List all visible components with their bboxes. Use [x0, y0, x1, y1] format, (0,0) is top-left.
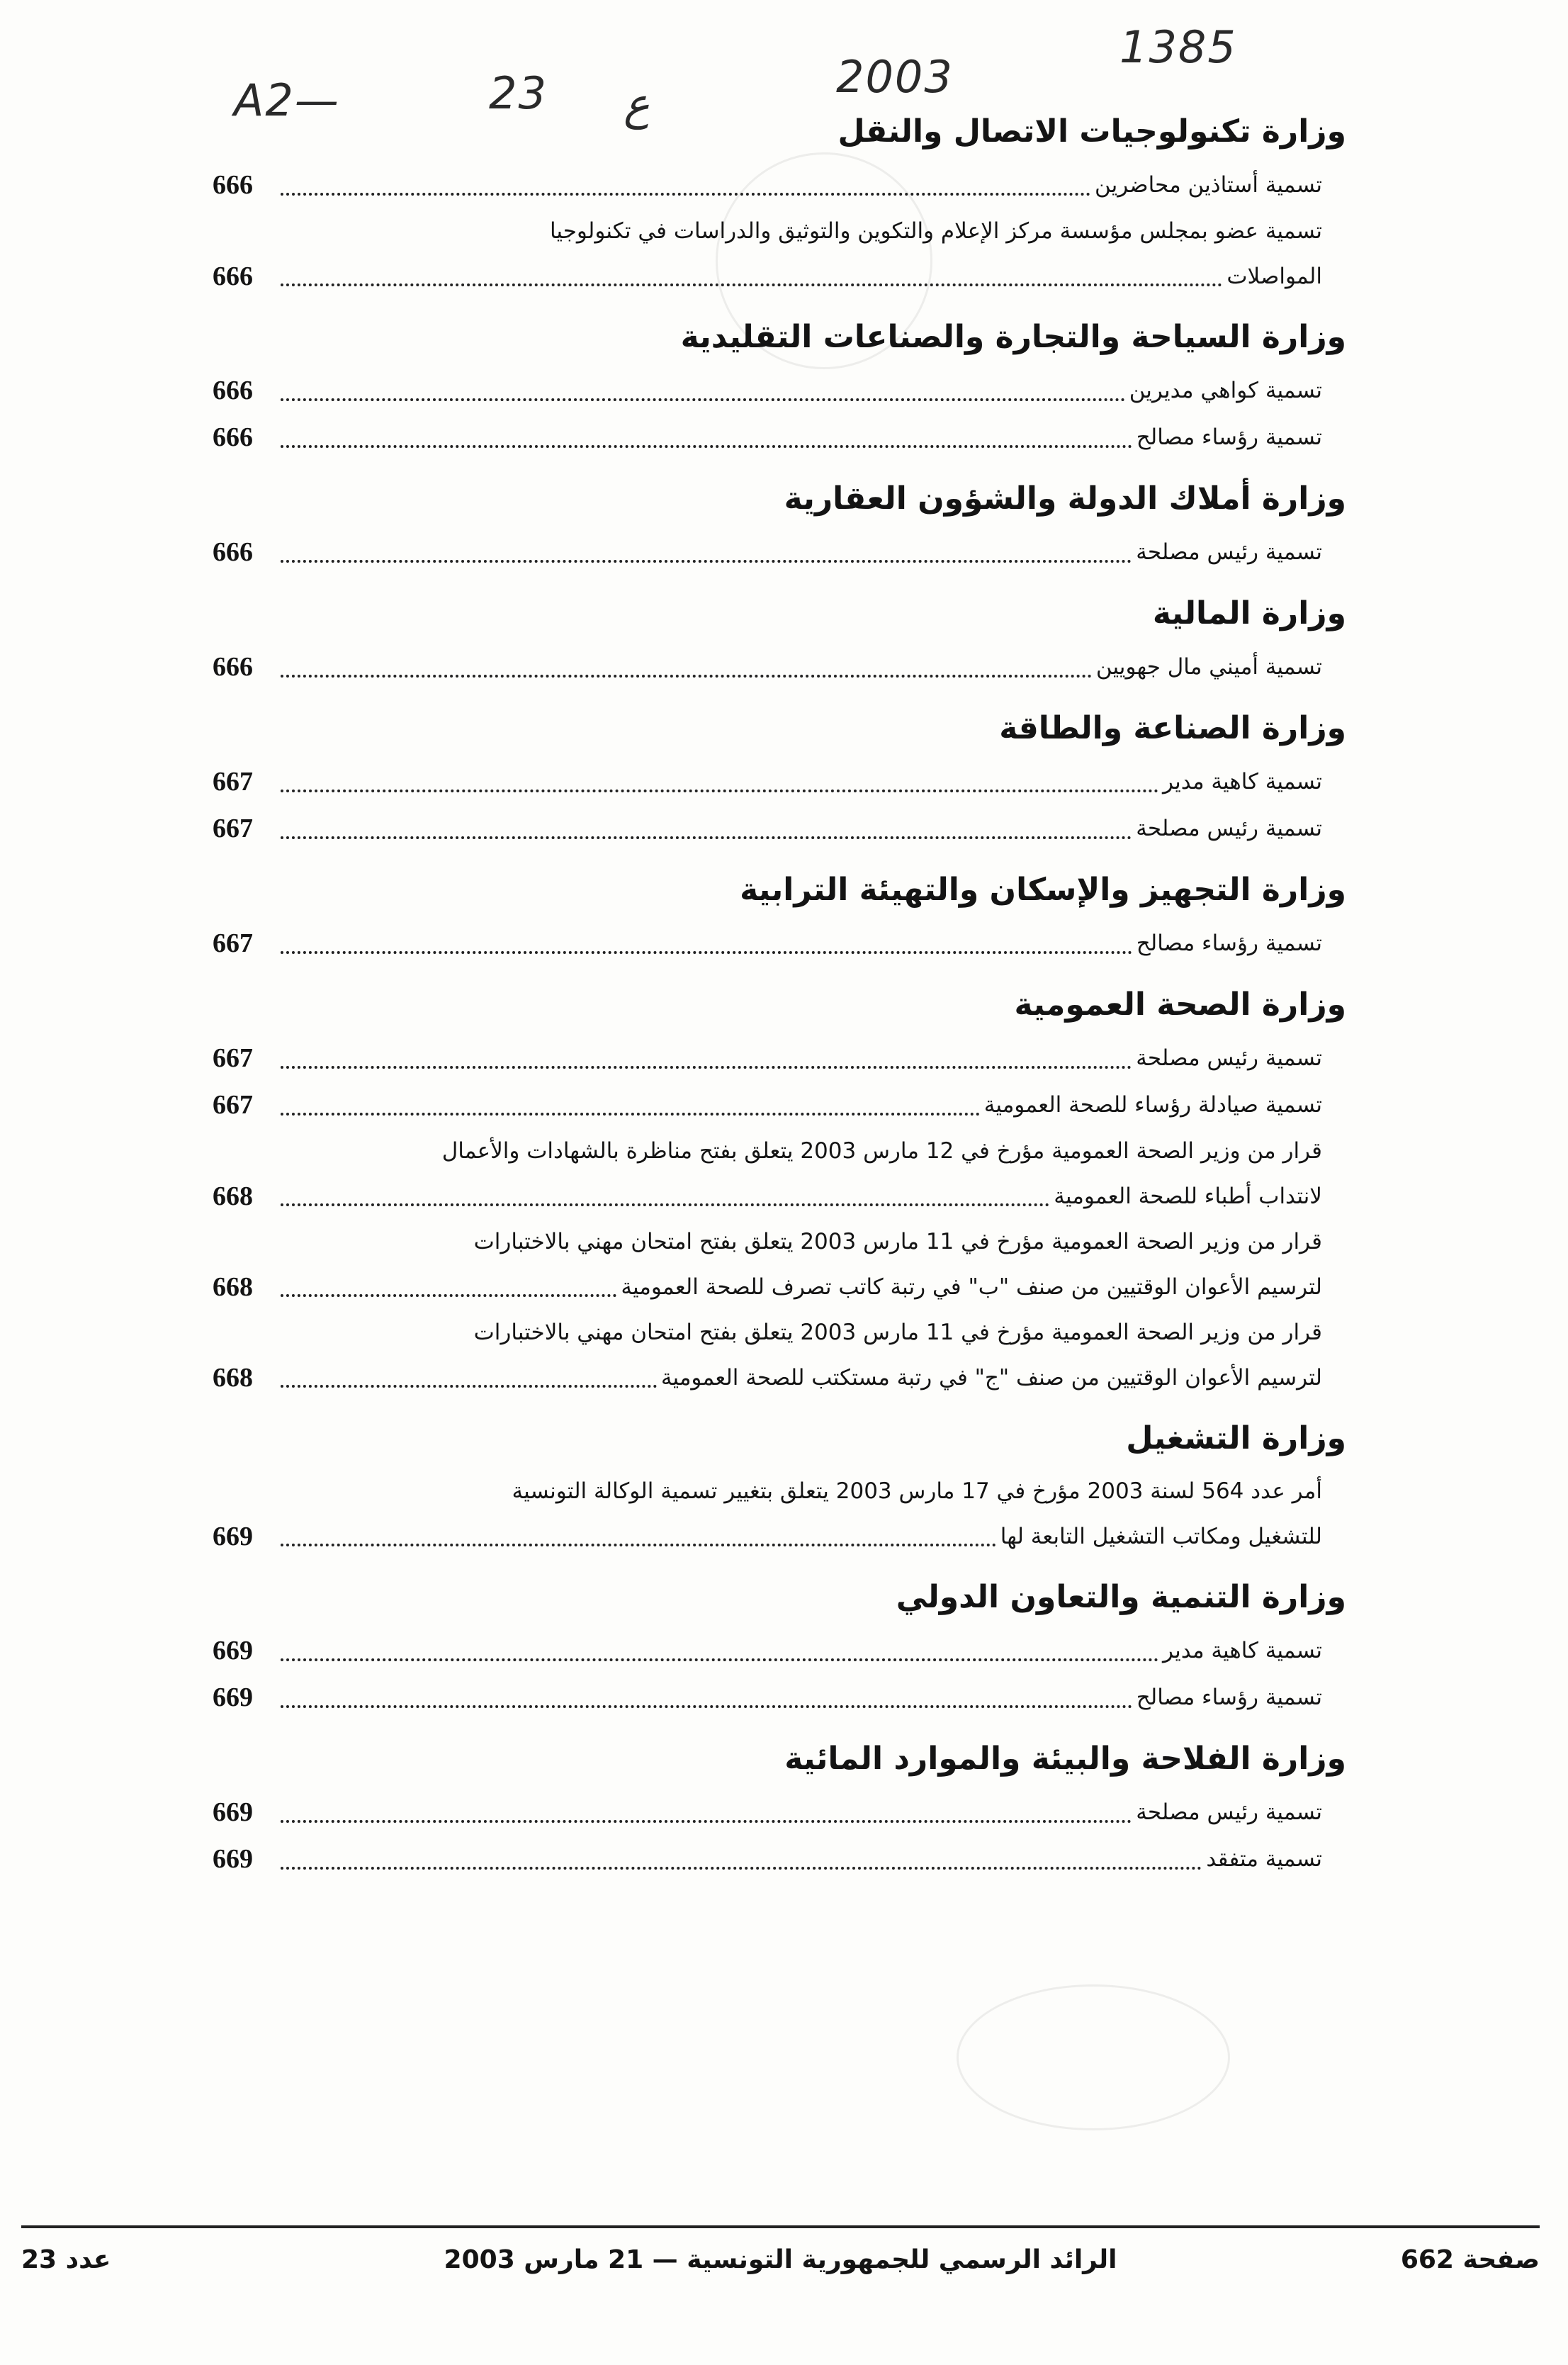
page-number: 669: [213, 1636, 253, 1665]
page-number: 667: [213, 1043, 253, 1073]
handwritten-year: 2003: [836, 51, 954, 103]
toc-entry: [213, 805, 1322, 852]
page-number: 666: [213, 262, 253, 291]
toc-entry-text: لترسيم الأعوان الوقتيين من صنف "ج" في رتبة مستكتب للصحة العمومية: [660, 1365, 1322, 1391]
footer-rule: [21, 2225, 1540, 2228]
table-of-contents: [213, 106, 1346, 1882]
section-heading: وزارة الفلاحة والبيئة والموارد المائية: [784, 1741, 1346, 1777]
toc-entry-line: قرار من وزير الصحة العمومية مؤرخ في 12 مارس 2003 يتعلق بفتح مناظرة بالشهادات والأعمال: [441, 1138, 1322, 1164]
toc-entry: [213, 208, 1322, 299]
footer-journal-title: الرائد الرسمي للجمهورية التونسية — 21 مارس 2003: [444, 2245, 1117, 2274]
toc-entry-line: أمر عدد 564 لسنة 2003 مؤرخ في 17 مارس 2003 يتعلق بتغيير تسمية الوكالة التونسية: [512, 1478, 1322, 1504]
toc-entry-last-line: [213, 254, 1322, 299]
section-heading: وزارة المالية: [1152, 595, 1346, 631]
toc-entry: [213, 1468, 1322, 1559]
toc-entry: [213, 529, 1322, 575]
dot-leader: [281, 1112, 980, 1116]
handwritten-ref: 1385: [1119, 21, 1237, 73]
toc-entry-last-line: [213, 1264, 1322, 1310]
section-heading: وزارة الصناعة والطاقة: [999, 710, 1346, 746]
page-number: 667: [213, 928, 253, 958]
section-heading: وزارة التجهيز والإسكان والتهيئة الترابية: [740, 872, 1346, 908]
page-number: 669: [213, 1844, 253, 1874]
toc-entry-text: لانتداب أطباء للصحة العمومية: [1054, 1184, 1322, 1209]
toc-entry-text: تسمية رؤساء مصالح: [1136, 425, 1322, 450]
page-number: 666: [213, 652, 253, 682]
page-number: 666: [213, 170, 253, 200]
page-number: 669: [213, 1683, 253, 1712]
handwritten-a2: A2—: [234, 74, 340, 126]
handwritten-letter: ع: [624, 78, 650, 130]
toc-entry: [213, 1219, 1322, 1310]
toc-entry: [213, 1310, 1322, 1400]
toc-entry-text: تسمية رؤساء مصالح: [1136, 1685, 1322, 1710]
toc-entry: [213, 1035, 1322, 1082]
handwritten-23: 23: [489, 67, 548, 119]
page-number: 668: [213, 1363, 253, 1393]
page-number: 666: [213, 537, 253, 567]
toc-entry-text: تسمية كاهية مدير: [1162, 1638, 1322, 1663]
toc-entry: [213, 644, 1322, 690]
toc-entry: [213, 1128, 1322, 1219]
toc-entry: [213, 1789, 1322, 1836]
page-number: 668: [213, 1272, 253, 1302]
toc-entry-text: تسمية أميني مال جهويين: [1095, 654, 1322, 680]
toc-entry-text: تسمية أستاذين محاضرين: [1094, 172, 1322, 198]
section-heading: وزارة السياحة والتجارة والصناعات التقليدية: [680, 319, 1346, 355]
toc-entry: [213, 162, 1322, 208]
page-number: 666: [213, 422, 253, 452]
page-number: 669: [213, 1797, 253, 1827]
toc-entry-text: تسمية رؤساء مصالح: [1136, 931, 1322, 956]
footer-issue-number: عدد 23: [21, 2245, 111, 2274]
toc-entry-line: قرار من وزير الصحة العمومية مؤرخ في 11 مارس 2003 يتعلق بفتح امتحان مهني بالاختبارات: [473, 1229, 1322, 1254]
page-number: 666: [213, 376, 253, 405]
toc-entry: [213, 758, 1322, 805]
page-number: 667: [213, 814, 253, 843]
toc-entry-text: تسمية رئيس مصلحة: [1136, 1045, 1322, 1071]
toc-entry: [213, 1082, 1322, 1128]
section-heading: وزارة أملاك الدولة والشؤون العقارية: [784, 481, 1346, 517]
toc-entry-last-line: [213, 1174, 1322, 1219]
dot-leader: [281, 1293, 616, 1297]
bleed-through-mark: [957, 1984, 1230, 2130]
page-footer: [21, 2245, 1540, 2288]
toc-entry-line: قرار من وزير الصحة العمومية مؤرخ في 11 مارس 2003 يتعلق بفتح امتحان مهني بالاختبارات: [473, 1320, 1322, 1345]
dot-leader: [281, 1819, 1132, 1823]
dot-leader: [281, 674, 1092, 678]
dot-leader: [281, 192, 1090, 196]
page-number: 667: [213, 767, 253, 797]
dot-leader: [281, 836, 1132, 839]
page-number: 668: [213, 1181, 253, 1211]
dot-leader: [281, 398, 1125, 401]
toc-entry-text: للتشغيل ومكاتب التشغيل التابعة لها: [1000, 1524, 1322, 1549]
dot-leader: [281, 950, 1132, 954]
toc-entry: [213, 1836, 1322, 1882]
page-number: 667: [213, 1090, 253, 1120]
toc-entry: [213, 367, 1322, 414]
dot-leader: [281, 1384, 657, 1388]
toc-entry-last-line: [213, 1514, 1322, 1559]
toc-entry-line: تسمية عضو بمجلس مؤسسة مركز الإعلام والتكوين والتوثيق والدراسات في تكنولوجيا: [549, 218, 1322, 244]
dot-leader: [281, 1543, 996, 1546]
section-heading: وزارة تكنولوجيات الاتصال والنقل: [837, 113, 1346, 150]
toc-entry-text: تسمية كاهية مدير: [1162, 769, 1322, 794]
toc-entry: [213, 414, 1322, 461]
toc-entry-text: تسمية رئيس مصلحة: [1136, 539, 1322, 565]
footer-page-number: صفحة 662: [1400, 2245, 1540, 2274]
page-number: 669: [213, 1522, 253, 1551]
dot-leader: [281, 1658, 1158, 1661]
dot-leader: [281, 1866, 1202, 1870]
toc-entry-text: تسمية صيادلة رؤساء للصحة العمومية: [983, 1092, 1322, 1118]
toc-entry-last-line: [213, 1355, 1322, 1400]
section-heading: وزارة التشغيل: [1126, 1420, 1346, 1456]
toc-entry-text: المواصلات: [1226, 264, 1322, 289]
dot-leader: [281, 283, 1222, 286]
toc-entry: [213, 1627, 1322, 1674]
toc-entry-text: لترسيم الأعوان الوقتيين من صنف "ب" في رتبة كاتب تصرف للصحة العمومية: [621, 1274, 1322, 1300]
toc-entry-text: تسمية رئيس مصلحة: [1136, 1799, 1322, 1825]
toc-entry-text: تسمية رئيس مصلحة: [1136, 816, 1322, 841]
dot-leader: [281, 1065, 1132, 1069]
section-heading: وزارة الصحة العمومية: [1014, 987, 1346, 1023]
toc-entry-text: تسمية كواهي مديرين: [1129, 378, 1322, 403]
toc-entry: [213, 1674, 1322, 1721]
dot-leader: [281, 1203, 1049, 1206]
toc-entry: [213, 920, 1322, 967]
toc-entry-text: تسمية متفقد: [1206, 1846, 1322, 1872]
dot-leader: [281, 789, 1158, 792]
dot-leader: [281, 444, 1132, 448]
section-heading: وزارة التنمية والتعاون الدولي: [896, 1579, 1346, 1615]
dot-leader: [281, 1704, 1132, 1708]
dot-leader: [281, 559, 1132, 563]
